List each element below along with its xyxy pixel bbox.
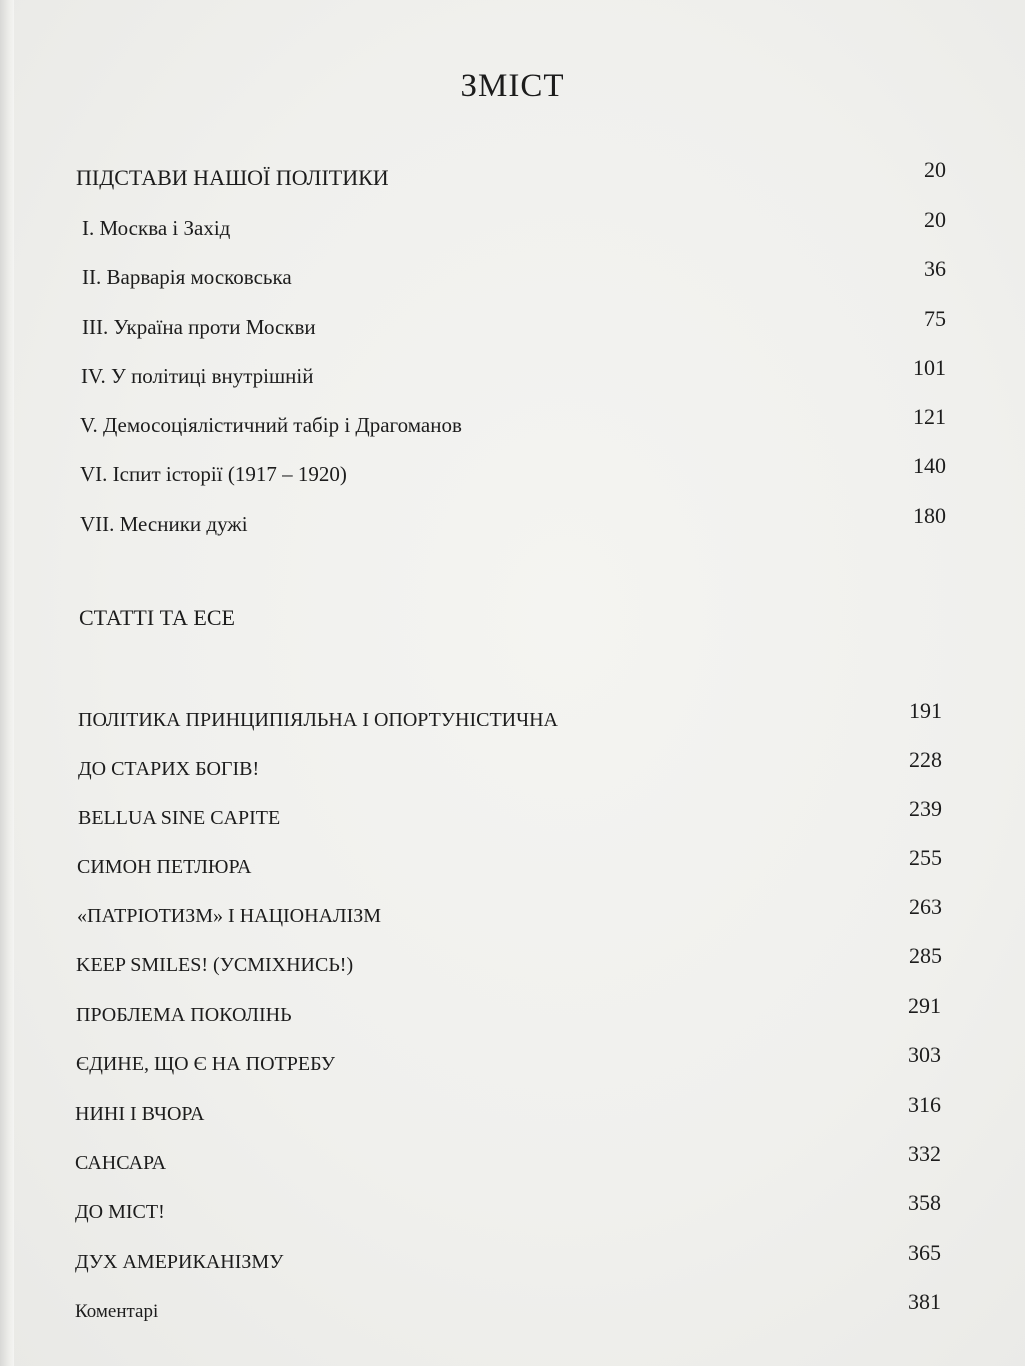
toc-entry-label: BELLUA SINE CAPITE	[78, 807, 281, 829]
toc-page-number: 20	[924, 157, 946, 182]
toc-entry-label: І. Москва і Захід	[82, 216, 231, 240]
toc-entry	[76, 943, 942, 983]
toc-entry	[76, 993, 941, 1033]
toc-entry-label: ДУХ АМЕРИКАНІЗМУ	[75, 1251, 284, 1273]
toc-entry	[81, 355, 946, 395]
toc-entry	[82, 306, 946, 346]
toc-entry	[75, 1240, 941, 1280]
toc-entry-label: ДО СТАРИХ БОГІВ!	[78, 758, 260, 780]
toc-entry	[77, 894, 942, 934]
toc-entry-label: IV. У політиці внутрішній	[81, 364, 314, 388]
toc-entry-label: ДО МІСТ!	[75, 1201, 165, 1223]
toc-entry-label: НИНІ І ВЧОРА	[75, 1103, 205, 1125]
toc-page-number: 75	[924, 306, 946, 331]
toc-entry	[82, 256, 946, 296]
toc-entry	[80, 503, 946, 543]
toc-page-number: 20	[924, 207, 946, 232]
toc-page-number: 101	[913, 355, 946, 380]
toc-page-number: 36	[924, 256, 946, 281]
toc-part-heading	[76, 157, 946, 197]
toc-page-number: 255	[909, 845, 942, 870]
toc-entry-label: KEEP SMILES! (УСМІХНИСЬ!)	[76, 954, 354, 976]
toc-page-number: 365	[908, 1240, 941, 1265]
toc-page-number: 291	[908, 993, 941, 1018]
toc-page-number: 228	[909, 747, 942, 772]
toc-page-number: 263	[909, 894, 942, 919]
toc-entry	[78, 698, 942, 738]
toc-entry-label: ЄДИНЕ, ЩО Є НА ПОТРЕБУ	[76, 1053, 336, 1075]
toc-entry-label: VI. Іспит історії (1917 – 1920)	[80, 462, 347, 486]
toc-page-number: 191	[909, 698, 942, 723]
toc-entry	[75, 1190, 941, 1230]
toc-entry	[75, 1141, 941, 1181]
toc-page-number: 140	[913, 453, 946, 478]
toc-entry	[80, 453, 946, 493]
toc-page-number: 381	[908, 1289, 941, 1314]
toc-entry	[80, 404, 946, 444]
toc-entry-label: ПІДСТАВИ НАШОЇ ПОЛІТИКИ	[76, 165, 389, 190]
toc-page-number: 358	[908, 1190, 941, 1215]
toc-entry-label: ІІІ. Україна проти Москви	[82, 315, 316, 339]
toc-entry-label: ІІ. Варварія московська	[82, 265, 292, 289]
toc-page-number: 180	[913, 503, 946, 528]
page-edge-shadow	[0, 0, 14, 1366]
toc-entry-label: СИМОН ПЕТЛЮРА	[77, 856, 252, 878]
toc-section-heading: СТАТТІ ТА ЕСЕ	[79, 605, 235, 630]
toc-entry-label: ПОЛІТИКА ПРИНЦИПІЯЛЬНА І ОПОРТУНІСТИЧНА	[78, 709, 558, 731]
toc-page-number: 303	[908, 1042, 941, 1067]
page-title: ЗМІСТ	[460, 68, 565, 104]
toc-entry-label: VII. Месники дужі	[80, 512, 248, 536]
toc-entry	[78, 747, 942, 787]
toc-entry	[77, 845, 942, 885]
toc-entry-label: Коментарі	[75, 1301, 159, 1322]
toc-entry	[78, 796, 942, 836]
toc-entry	[82, 207, 946, 247]
toc-entry	[76, 1042, 941, 1082]
toc-entry-commentary	[75, 1289, 941, 1329]
toc-page-number: 332	[908, 1141, 941, 1166]
toc-page-number: 316	[908, 1092, 941, 1117]
toc-page-number: 121	[913, 404, 946, 429]
toc-entry-label: «ПАТРІОТИЗМ» І НАЦІОНАЛІЗМ	[77, 905, 382, 927]
toc-entry-label: V. Демосоціялістичний табір і Драгоманов	[80, 413, 462, 437]
toc-entry-label: ПРОБЛЕМА ПОКОЛІНЬ	[76, 1004, 292, 1026]
toc-entry-label: САНСАРА	[75, 1152, 167, 1174]
toc-page-number: 285	[909, 943, 942, 968]
toc-page-number: 239	[909, 796, 942, 821]
toc-entry	[75, 1092, 941, 1132]
